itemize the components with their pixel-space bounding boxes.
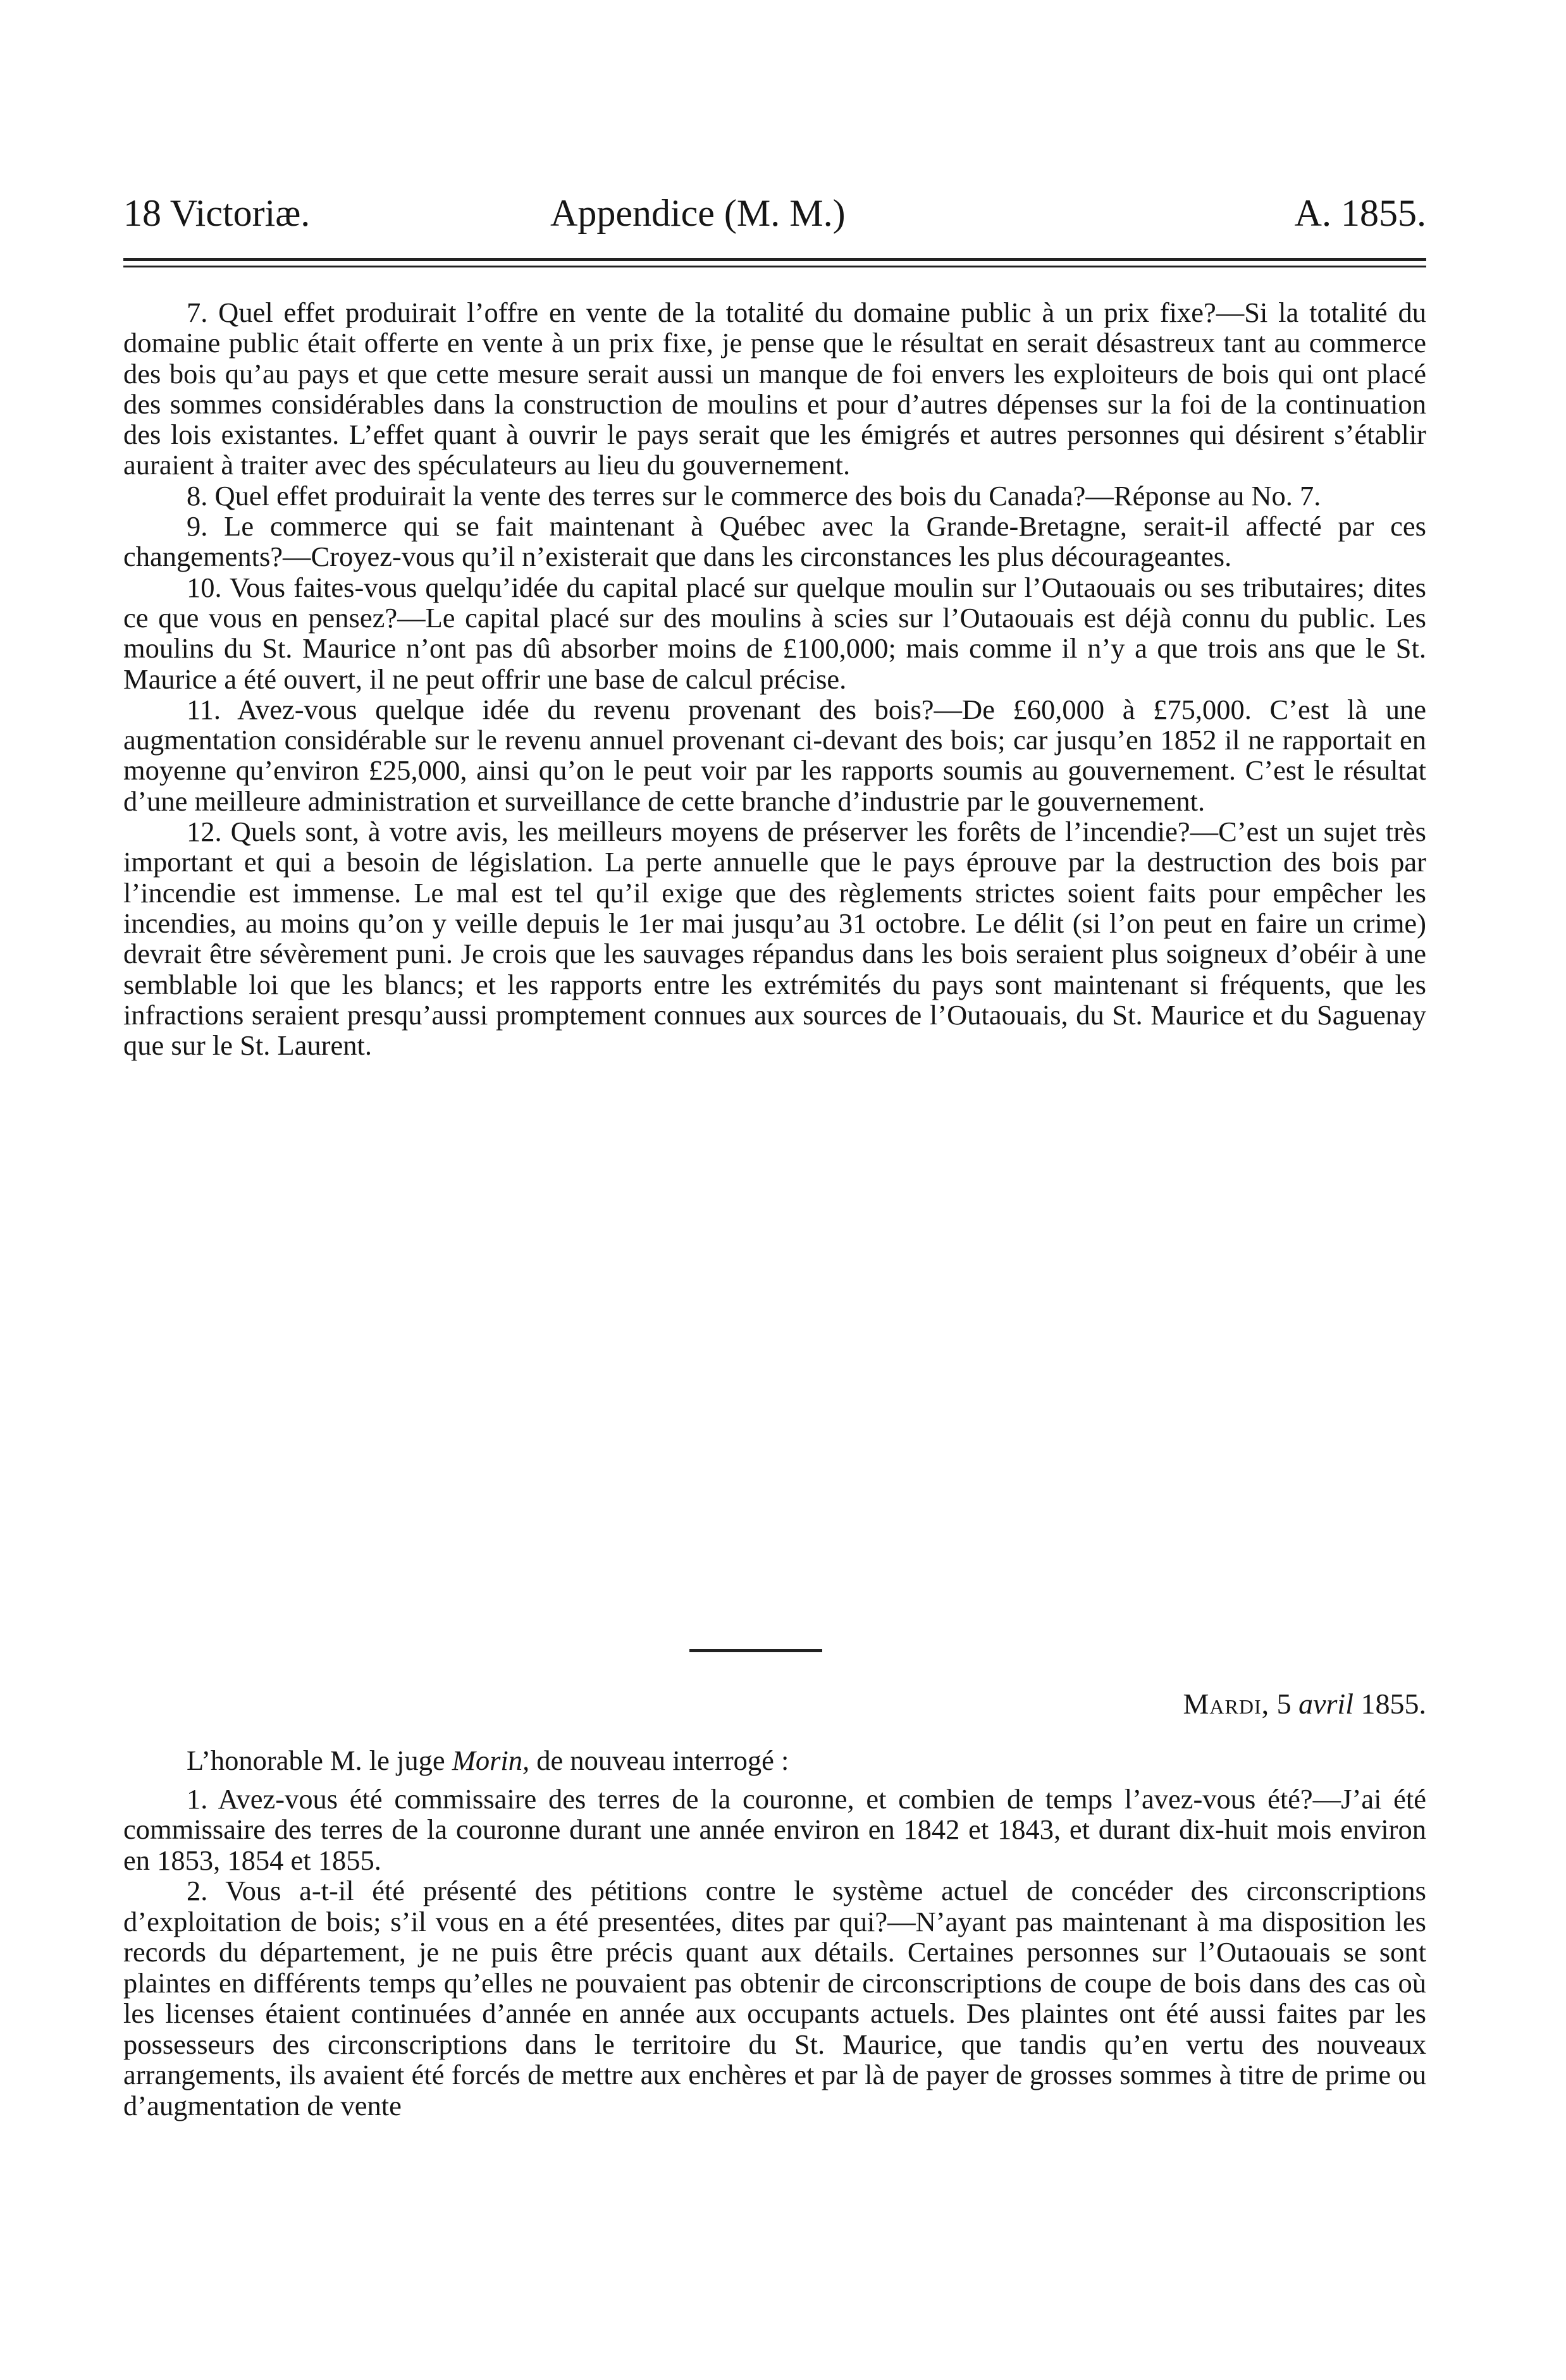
session-date: [1183, 1685, 1426, 1723]
section-1-body: [123, 297, 1426, 1060]
witness-intro: [123, 1745, 1426, 1776]
header-right: A. 1855.: [1294, 192, 1426, 234]
paragraph-10: 10. Vous faites-vous quelqu’idée du capital placé sur quelque moulin sur l’Outaouais ou ses tributaires; dites ce que vous en pensez?—Le capital placé sur des moulins à scies sur l’Outaouais est déjà connu du public. Les moulins du St. Maurice n’ont pas dû absorber moins de £100,000; mais comme il n’y a que trois ans que le St. Maurice a été ouvert, il ne peut offrir une base de calcul précise.: [123, 571, 1426, 695]
paragraph-q2: 2. Vous a-t-il été présenté des pétitions contre le système actuel de concéder des circonscriptions d’exploitation de bois; s’il vous en a été presentées, dites par qui?—N’ayant pas maintenant à ma disposition les records du département, je ne puis être précis quant aux détails. Certaines personnes sur l’Outaouais se sont plaintes en différents temps qu’elles ne pouvaient pas obtenir de circonscriptions de coupe de bois dans des cas où les licenses étaient continuées d’année en année aux occupants actuels. Des plaintes ont été aussi faites par les possesseurs des circonscriptions dans le territoire du St. Maurice, que tandis qu’en vertu des nouveaux arrangements, ils avaient été forcés de mettre aux enchères et par là de payer de grosses sommes à titre de prime ou d’augmentation de vente: [123, 1875, 1426, 2121]
paragraph-11: 11. Avez-vous quelque idée du revenu provenant des bois?—De £60,000 à £75,000. C’est là une augmentation considérable sur le revenu annuel provenant ci-devant des bois; car jusqu’en 1852 il ne rapportait en moyenne qu’environ £25,000, ainsi qu’on le peut voir par les rapports soumis au gouvernement. C’est le résultat d’une meilleure administration et surveillance de cette branche d’industrie par le gouvernement.: [123, 693, 1426, 817]
paragraph-q1: 1. Avez-vous été commissaire des terres de la couronne, et combien de temps l’avez-vous été?—J’ai été commissaire des terres de la couronne durant une année environ en 1842 et 1843, et durant dix-huit mois environ en 1853, 1854 et 1855.: [123, 1782, 1426, 1876]
witness-name: Morin,: [452, 1745, 530, 1776]
section-separator: [689, 1649, 822, 1652]
paragraph-7: 7. Quel effet produirait l’offre en vente de la totalité du domaine public à un prix fixe?—Si la totalité du domaine public était offerte en vente à un prix fixe, je pense que le résultat en serait désastreux tant au commerce des bois qu’au pays et que cette mesure serait aussi un manque de foi envers les exploiteurs de bois qui ont placé des sommes considérables dans la construction de moulins et pour d’autres dépenses sur la foi de la continuation des lois existantes. L’effet quant à ouvrir le pays serait que les émigrés et autres personnes qui désirent s’établir auraient à traiter avec des spéculateurs au lieu du gouvernement.: [123, 297, 1426, 481]
paragraph-9: 9. Le commerce qui se fait maintenant à Québec avec la Grande-Bretagne, serait-il affecté par ces changements?—Croyez-vous qu’il n’existerait que dans les circonstances les plus décourageantes.: [123, 510, 1426, 573]
date-day: Mardi,: [1183, 1688, 1270, 1720]
intro-suffix: de nouveau interrogé :: [529, 1745, 789, 1776]
date-day-number: 5: [1269, 1688, 1299, 1720]
date-month: avril: [1298, 1688, 1353, 1720]
header-left: 18 Victoriæ.: [123, 192, 311, 234]
intro-prefix: L’honorable M. le juge: [187, 1745, 452, 1776]
header-center: Appendice (M. M.): [550, 192, 846, 234]
paragraph-8: 8. Quel effet produirait la vente des terres sur le commerce des bois du Canada?—Réponse au No. 7.: [187, 479, 1321, 512]
header-rule-thin: [123, 266, 1426, 267]
paragraph-12: 12. Quels sont, à votre avis, les meilleurs moyens de préserver les forêts de l’incendie?—C’est un sujet très important et qui a besoin de législation. La perte annuelle que le pays éprouve par la destruction des bois par l’incendie est immense. Le mal est tel qu’il exige que des règlements strictes soient faits pour empêcher les incendies, au moins qu’on y veille depuis le 1er mai jusqu’au 31 octobre. Le délit (si l’on peut en faire un crime) devrait être sévèrement puni. Je crois que les sauvages répandus dans les bois seraient plus soigneux d’obéir à une semblable loi que les blancs; et les rapports entre les extrémités du pays sont maintenant si fréquents, que les infractions seraient presqu’aussi promptement connues aux sources de l’Outaouais, du St. Maurice et du Saguenay que sur le St. Laurent.: [123, 816, 1426, 1062]
section-2-body: [123, 1745, 1426, 2121]
header-rule-thick: [123, 258, 1426, 261]
date-year: 1855.: [1353, 1688, 1426, 1720]
running-header: [123, 185, 1426, 242]
